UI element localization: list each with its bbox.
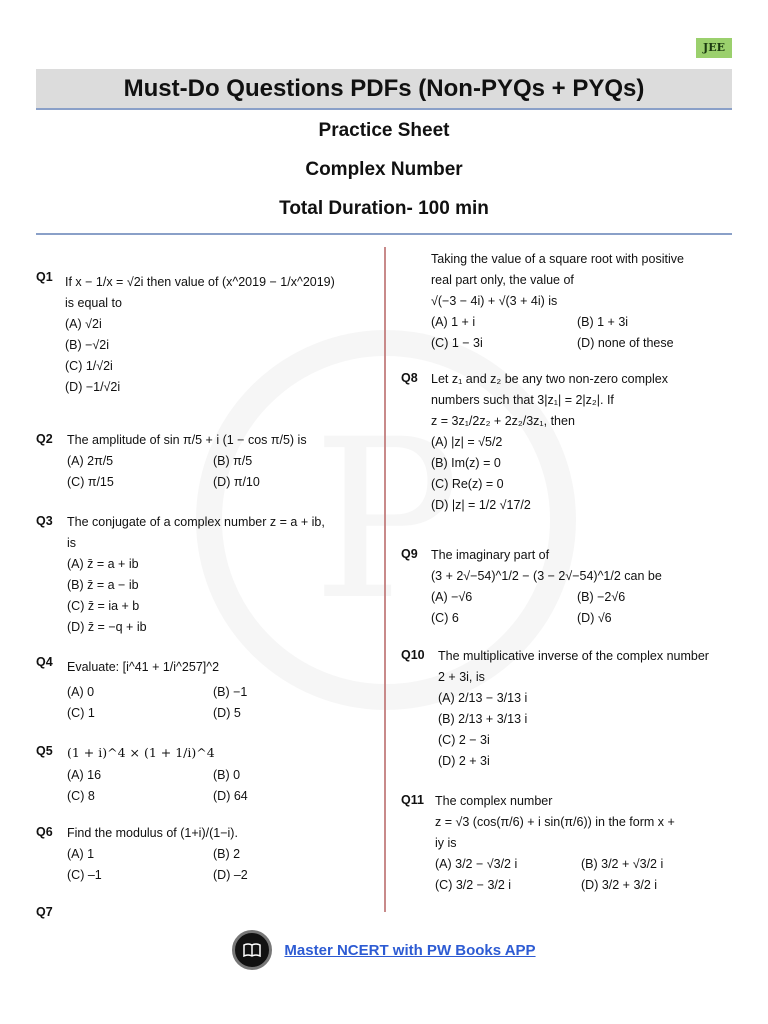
question-number: Q10 <box>401 648 425 662</box>
question-text: The imaginary part of <box>431 548 550 562</box>
question-2 <box>67 430 377 493</box>
option-c: (C) π/15 <box>67 475 114 489</box>
option-b: (B) 2/13 + 3/13 i <box>438 712 528 726</box>
question-number: Q7 <box>36 905 53 919</box>
option-c: (C) 1 − 3i <box>431 336 483 350</box>
question-text: The multiplicative inverse of the complex number <box>438 649 709 663</box>
question-text: z = 3z₁/2z₂ + 2z₂/3z₁, then <box>431 414 575 428</box>
banner-title: Must-Do Questions PDFs (Non-PYQs + PYQs) <box>36 69 732 110</box>
option-a: (A) 0 <box>67 685 95 699</box>
question-4 <box>67 657 377 724</box>
option-d: (D) –2 <box>213 868 248 882</box>
question-text: Find the modulus of (1+i)/(1−i). <box>67 826 238 840</box>
question-text: real part only, the value of <box>431 273 574 287</box>
question-text: is <box>67 536 77 550</box>
question-number: Q11 <box>401 793 424 807</box>
option-b: (B) 1 + 3i <box>577 315 629 329</box>
option-c: (C) 2 − 3i <box>438 733 490 747</box>
question-text: (3 + 2√−54)^1/2 − (3 − 2√−54)^1/2 can be <box>431 569 662 583</box>
pw-books-app-link[interactable]: Master NCERT with PW Books APP <box>284 941 536 959</box>
sheet-topic: Complex Number <box>305 159 463 180</box>
option-a: (A) 1 + i <box>431 315 476 329</box>
question-text: is equal to <box>65 296 122 310</box>
question-number: Q5 <box>36 744 53 758</box>
question-number: Q3 <box>36 514 53 528</box>
question-number: Q6 <box>36 825 53 839</box>
option-d: (D) none of these <box>577 336 674 350</box>
option-c: (C) Re(z) = 0 <box>431 477 504 491</box>
question-text: z = √3 (cos(π/6) + i sin(π/6)) in the form x + <box>435 815 675 829</box>
question-text: (1 + i)^4 × (1 + 1/i)^4 <box>67 745 215 760</box>
question-text: The complex number <box>435 794 553 808</box>
question-number: Q1 <box>36 270 53 284</box>
option-d: (D) 2 + 3i <box>438 754 490 768</box>
question-7-continued <box>431 249 731 354</box>
option-b: (B) z̄ = a − ib <box>67 578 139 592</box>
question-number: Q2 <box>36 432 53 446</box>
column-divider <box>384 247 386 912</box>
option-b: (B) 3/2 + √3/2 i <box>581 857 664 871</box>
option-d: (D) π/10 <box>213 475 260 489</box>
option-a: (A) −√6 <box>431 590 473 604</box>
question-text: iy is <box>435 836 457 850</box>
question-5 <box>67 742 377 807</box>
option-d: (D) √6 <box>577 611 612 625</box>
book-icon <box>232 930 272 970</box>
question-number: Q9 <box>401 547 418 561</box>
option-a: (A) √2i <box>65 317 102 331</box>
option-c: (C) –1 <box>67 868 102 882</box>
option-d: (D) |z| = 1/2 √17/2 <box>431 498 531 512</box>
question-text: Evaluate: [i^41 + 1/i^257]^2 <box>67 660 220 674</box>
question-10 <box>438 646 733 772</box>
option-b: (B) −√2i <box>65 338 110 352</box>
question-number: Q4 <box>36 655 53 669</box>
option-b: (B) 2 <box>213 847 241 861</box>
option-c: (C) 1/√2i <box>65 359 113 373</box>
option-c: (C) 1 <box>67 706 95 720</box>
question-text: √(−3 − 4i) + √(3 + 4i) is <box>431 294 558 308</box>
question-text: Let z₁ and z₂ be any two non-zero complex <box>431 372 668 386</box>
question-number: Q8 <box>401 371 418 385</box>
question-9 <box>431 545 731 629</box>
option-b: (B) 0 <box>213 768 241 782</box>
question-text: numbers such that 3|z₁| = 2|z₂|. If <box>431 393 614 407</box>
option-c: (C) 3/2 − 3/2 i <box>435 878 512 892</box>
option-c: (C) 8 <box>67 789 95 803</box>
question-text: If x − 1/x = √2i then value of (x^2019 − 1/x^2019) <box>65 275 335 289</box>
option-d: (D) −1/√2i <box>65 380 121 394</box>
sheet-duration: Total Duration- 100 min <box>279 198 489 219</box>
footer <box>0 930 768 970</box>
sheet-type: Practice Sheet <box>318 120 450 141</box>
option-a: (A) 2π/5 <box>67 454 114 468</box>
question-6 <box>67 823 377 886</box>
option-a: (A) 16 <box>67 768 102 782</box>
option-a: (A) 2/13 − 3/13 i <box>438 691 528 705</box>
option-b: (B) −2√6 <box>577 590 626 604</box>
option-a: (A) |z| = √5/2 <box>431 435 503 449</box>
option-b: (B) π/5 <box>213 454 253 468</box>
option-d: (D) z̄ = −q + ib <box>67 620 147 634</box>
option-c: (C) z̄ = ia + b <box>67 599 140 613</box>
option-d: (D) 64 <box>213 789 248 803</box>
question-3 <box>67 512 377 638</box>
option-d: (D) 3/2 + 3/2 i <box>581 878 658 892</box>
question-1 <box>65 272 375 398</box>
header-rule <box>36 233 732 235</box>
question-8 <box>431 369 731 516</box>
question-text: 2 + 3i, is <box>438 670 485 684</box>
option-a: (A) 3/2 − √3/2 i <box>435 857 518 871</box>
question-11 <box>435 791 733 896</box>
option-b: (B) Im(z) = 0 <box>431 456 501 470</box>
question-text: Taking the value of a square root with positive <box>431 252 684 266</box>
option-b: (B) −1 <box>213 685 248 699</box>
book-icon-glyph <box>243 943 261 957</box>
question-text: The conjugate of a complex number z = a + ib, <box>67 515 325 529</box>
option-c: (C) 6 <box>431 611 459 625</box>
exam-badge: JEE <box>696 38 732 58</box>
option-d: (D) 5 <box>213 706 241 720</box>
option-a: (A) 1 <box>67 847 95 861</box>
option-a: (A) z̄ = a + ib <box>67 557 139 571</box>
question-text: The amplitude of sin π/5 + i (1 − cos π/5) is <box>67 433 307 447</box>
